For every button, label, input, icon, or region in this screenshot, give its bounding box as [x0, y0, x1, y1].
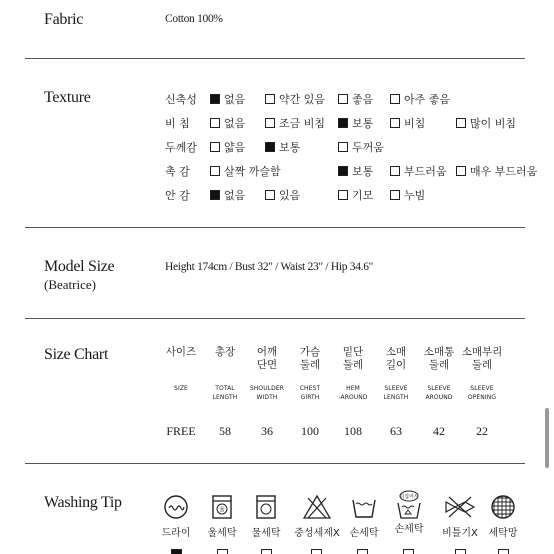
wash-label: 중성세제X [294, 528, 340, 539]
texture-row-label: 신축성 [165, 93, 197, 106]
empty-box-icon [265, 118, 275, 128]
empty-box-icon [261, 549, 272, 554]
model-name: (Beatrice) [44, 277, 96, 292]
wash-item-dry [153, 494, 199, 539]
wash-item-no-wring [437, 494, 483, 539]
empty-box-icon [403, 549, 414, 554]
size-header-en: TOTAL LENGTH [212, 385, 238, 401]
texture-option-label: 기모 [352, 189, 374, 202]
wash-item-laundry-net [480, 494, 526, 539]
hand-wash-badge: 뒤집어서 [399, 494, 419, 500]
empty-box-icon [390, 190, 400, 200]
empty-box-icon [357, 549, 368, 554]
texture-option [210, 115, 245, 131]
texture-option-label: 비침 [404, 117, 426, 130]
size-header-kr: 밑단 둘레 [342, 346, 364, 371]
texture-option [210, 91, 245, 107]
empty-box-icon [210, 118, 220, 128]
size-header-en: SHOULDER WIDTH [249, 385, 285, 401]
model-size-title: Model Size [44, 258, 115, 275]
empty-box-icon [265, 190, 275, 200]
empty-box-icon [265, 94, 275, 104]
machine-wash-icon [253, 494, 279, 520]
empty-box-icon [390, 166, 400, 176]
size-value: 36 [261, 424, 273, 438]
no-bleach-icon [302, 494, 332, 520]
divider [25, 463, 525, 464]
empty-box-icon [456, 166, 466, 176]
size-header-en: SLEEVE AROUND [425, 385, 453, 401]
texture-option [338, 139, 384, 155]
size-header-kr: 소매통 둘레 [423, 346, 455, 371]
empty-box-icon [210, 166, 220, 176]
wash-label: 물세탁 [251, 528, 281, 539]
texture-option [390, 163, 447, 179]
size-value: 100 [301, 424, 319, 438]
size-header-en: SLEEVE OPENING [467, 385, 497, 401]
size-header-en: SLEEVE LENGTH [383, 385, 409, 401]
size-header-kr: 어깨 단면 [256, 346, 278, 371]
texture-option [210, 163, 281, 179]
texture-option [456, 115, 516, 131]
empty-box-icon [338, 190, 348, 200]
wash-item-hand-tub [341, 494, 387, 539]
texture-option-label: 아주 좋음 [404, 93, 451, 106]
empty-box-icon [338, 94, 348, 104]
texture-option-label: 살짝 까슬함 [224, 165, 281, 178]
texture-option [265, 187, 300, 203]
size-value: 63 [390, 424, 402, 438]
empty-box-icon [456, 118, 466, 128]
texture-option-label: 두꺼움 [352, 141, 384, 154]
wash-item-water [243, 494, 289, 539]
texture-option [390, 187, 425, 203]
texture-row-label: 촉 감 [165, 165, 190, 178]
texture-option [210, 187, 245, 203]
size-header-en: HEM -AROUND [338, 385, 368, 401]
texture-option [338, 187, 373, 203]
texture-option [265, 115, 325, 131]
texture-row-label: 비 침 [165, 117, 190, 130]
size-value: 58 [219, 424, 231, 438]
empty-box-icon [338, 142, 348, 152]
no-wring-icon [443, 494, 477, 520]
wash-label: 손세탁 [349, 528, 379, 539]
checked-box-icon [171, 549, 182, 554]
texture-option [390, 115, 425, 131]
empty-box-icon [311, 549, 322, 554]
texture-option-label: 없음 [224, 93, 246, 106]
wash-label: 손세탁 [394, 524, 424, 535]
divider [25, 58, 525, 59]
empty-box-icon [390, 94, 400, 104]
checked-box-icon [210, 190, 220, 200]
svg-text:울: 울 [219, 506, 225, 514]
texture-option-label: 부드러움 [404, 165, 447, 178]
hand-wash-tub-icon [350, 494, 378, 520]
texture-option [338, 163, 373, 179]
divider [25, 227, 525, 228]
texture-option [338, 91, 373, 107]
texture-option-label: 좋음 [352, 93, 374, 106]
washing-tip-title: Washing Tip [44, 494, 122, 511]
checked-box-icon [338, 166, 348, 176]
texture-option-label: 보통 [352, 165, 374, 178]
size-chart-title: Size Chart [44, 346, 109, 363]
wash-label: 비틀기X [442, 528, 478, 539]
texture-option-label: 누빔 [404, 189, 426, 202]
size-header-kr: 소매부리 둘레 [461, 346, 503, 371]
texture-row-label: 안 감 [165, 189, 190, 202]
texture-option [265, 139, 300, 155]
wash-item-no-bleach [294, 494, 340, 539]
checked-box-icon [265, 142, 275, 152]
size-header-kr: 소매 길이 [385, 346, 407, 371]
texture-option-label: 매우 부드러움 [470, 165, 538, 178]
fabric-value: Cotton 100% [165, 13, 223, 25]
wash-item-hand [386, 494, 432, 535]
empty-box-icon [498, 549, 509, 554]
empty-box-icon [455, 549, 466, 554]
texture-option-label: 얇음 [224, 141, 246, 154]
texture-option [390, 91, 450, 107]
texture-option-label: 많이 비침 [470, 117, 517, 130]
texture-option-label: 없음 [224, 117, 246, 130]
scrollbar-thumb[interactable] [545, 408, 549, 468]
wash-label: 드라이 [161, 528, 191, 539]
checked-box-icon [338, 118, 348, 128]
checked-box-icon [210, 94, 220, 104]
empty-box-icon [217, 549, 228, 554]
size-header-kr: 가슴 둘레 [299, 346, 321, 371]
size-value: FREE [166, 424, 196, 438]
empty-box-icon [210, 142, 220, 152]
size-value: 42 [433, 424, 445, 438]
texture-option [456, 163, 537, 179]
wash-item-wool [199, 494, 245, 539]
texture-option-label: 약간 있음 [279, 93, 326, 106]
texture-option-label: 보통 [279, 141, 301, 154]
size-header-en: CHEST GIRTH [299, 385, 321, 401]
texture-option [338, 115, 373, 131]
empty-box-icon [390, 118, 400, 128]
texture-option-label: 조금 비침 [279, 117, 326, 130]
size-value: 22 [476, 424, 488, 438]
size-header-kr: 총장 [214, 346, 236, 358]
hand-wash-icon [394, 490, 424, 520]
texture-title: Texture [44, 89, 91, 106]
texture-row-label: 두께감 [165, 141, 197, 154]
texture-option-label: 없음 [224, 189, 246, 202]
model-measurements: Height 174cm / Bust 32" / Waist 23" / Hip 34.6" [165, 261, 374, 273]
dry-clean-icon [163, 494, 189, 520]
texture-option [265, 91, 325, 107]
wash-label: 울세탁 [207, 528, 237, 539]
texture-option-label: 보통 [352, 117, 374, 130]
size-header-kr: 사이즈 [165, 346, 197, 358]
wash-label: 세탁망 [488, 528, 518, 539]
texture-option [210, 139, 245, 155]
texture-option-label: 있음 [279, 189, 301, 202]
wool-wash-icon [209, 494, 235, 520]
size-header-en: SIZE [174, 385, 188, 392]
divider [25, 318, 525, 319]
fabric-title: Fabric [44, 11, 84, 28]
laundry-net-icon [490, 494, 516, 520]
size-value: 108 [344, 424, 362, 438]
